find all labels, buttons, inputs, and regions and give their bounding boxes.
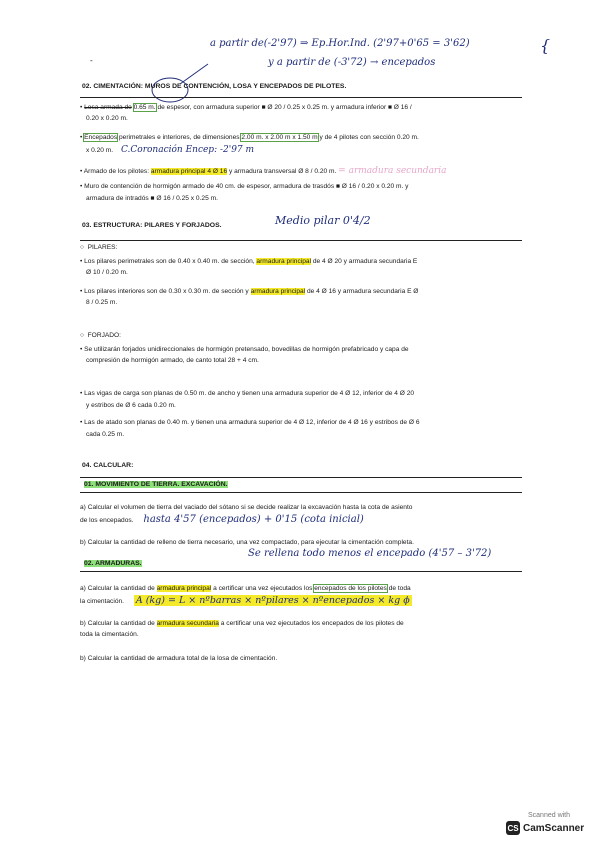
handwritten-calc-b: Se rellena todo menos el encepado (4'57 – 3'72) (248, 548, 492, 559)
text-vigas-atado: Las de atado son planas de 0.40 m. y tienen una armadura superior de 4 Ø 12, inferior de 4 Ø 16 y estribos de Ø 6 (84, 419, 420, 426)
question-b-armadura (80, 619, 404, 629)
handwritten-cotacion: C.Coronación Encep: -2'97 m (120, 145, 255, 155)
text-certificar: a certificar una vez ejecutados los (213, 585, 313, 592)
question-a-armadura (80, 584, 411, 594)
handwritten-formula: A (kg) = L × nºbarras × nºpilares × nºencepados × kg ϕ (135, 595, 410, 606)
bullet-pilares-perimetrales: • Los pilares perimetrales son de 0.40 x 0.40 m. de sección, armadura principal de 4 Ø 20 y armadura secundaria E (80, 258, 418, 265)
section-04-title: 04. CALCULAR: (82, 462, 134, 469)
text-encepados: de los encepados. (80, 517, 134, 524)
bullet-muro: • Muro de contención de hormigón armado de 40 cm. de espesor, armadura de trasdós ■ Ø 16 / 0.20 x 0.20 m. y (80, 183, 409, 190)
handwritten-calc-a: hasta 4'57 (encepados) + 0'15 (cota inicial) (143, 514, 364, 525)
text-pilotes: y de 4 pilotes con sección 0.20 m. (319, 134, 419, 141)
text-certificar: a certificar una vez ejecutados los encepados de los pilotes de (220, 620, 404, 627)
bullet-losa-cont: 0.20 x 0.20 m. (86, 115, 128, 122)
boxed-encepados: Encepados (84, 134, 118, 141)
text-armadura-transversal: y armadura transversal Ø 8 / 0.20 m. (228, 168, 337, 175)
text-calc: b) Calcular la cantidad de (80, 620, 155, 627)
divider (80, 492, 522, 493)
bullet-vigas-carga-cont: y estribos de Ø 6 cada 0.20 m. (86, 402, 176, 409)
section-02-title: 02. CIMENTACIÓN: MUROS DE CONTENCIÓN, LOSA Y ENCEPADOS DE PILOTES. (82, 83, 347, 90)
bullet-forjados: • Se utilizarán forjados unidireccionales de hormigón pretensado, bovedillas de hormigón prefabricado y capa de (80, 346, 409, 353)
subsection-02-title (80, 560, 146, 567)
pilares-title: PILARES: (87, 244, 118, 251)
stamp-scanned-text: Scanned with (527, 812, 571, 819)
text-armado-pilotes: Armado de los pilotes: (83, 168, 150, 175)
text-forjados: Se utilizarán forjados unidireccionales de hormigón pretensado, bovedillas de hormigón prefabricado y capa de (84, 346, 409, 353)
text-vigas-carga: Las vigas de carga son planas de 0.50 m. de ancho y tienen una armadura superior de 4 Ø 12, inferior de 4 Ø 20 (84, 390, 415, 397)
camscanner-watermark (506, 812, 592, 842)
camscanner-logo-icon: CS (506, 821, 520, 835)
text-secundaria: de 4 Ø 20 y armadura secundaria E (312, 258, 418, 265)
text-secundaria: de 4 Ø 16 y armadura secundaria E Ø (307, 288, 419, 295)
bullet-pilotes: • Armado de los pilotes: armadura principal 4 Ø 16 y armadura transversal Ø 8 / 0.20 m. = armadura secundaria (80, 166, 447, 176)
text-losa-rest: de espesor, con armadura superior ■ Ø 20 / 0.25 x 0.25 m. y armadura inferior ■ Ø 16 / (157, 104, 412, 111)
text-interiores: Los pilares interiores son de 0.30 x 0.30 m. de sección y (84, 288, 249, 295)
bullet-interiores-cont: 8 / 0.25 m. (86, 299, 118, 306)
bullet-vigas-carga: • Las vigas de carga son planas de 0.50 m. de ancho y tienen una armadura superior de 4 Ø 12, inferior de 4 Ø 20 (80, 390, 415, 397)
question-b-armadura-cont: toda la cimentación. (80, 631, 139, 638)
boxed-dimensions: 2.00 m. x 2.00 m x 1.50 m (241, 134, 318, 141)
text-seccion: x 0.20 m. (86, 147, 114, 154)
handwritten-armadura-secundaria: = armadura secundaria (338, 166, 447, 176)
forjado-heading: ○ FORJADO: (80, 332, 121, 339)
subsection-01-label: 01. MOVIMIENTO DE TIERRA. EXCAVACIÓN. (84, 481, 228, 488)
text-cimentacion: la cimentación. (80, 598, 124, 605)
pilares-heading: ○ PILARES: (80, 244, 118, 251)
highlight-armadura-principal: armadura principal (156, 585, 212, 592)
forjado-title: FORJADO: (87, 332, 121, 339)
divider (80, 97, 522, 98)
text-toda: de toda (388, 585, 411, 592)
question-b-losa: b) Calcular la cantidad de armadura total de la losa de cimentación. (80, 655, 278, 662)
question-a-armadura-cont (80, 596, 412, 607)
divider (80, 571, 522, 572)
section-03-title: 03. ESTRUCTURA: PILARES Y FORJADOS. (82, 222, 222, 229)
text-encepados: perimetrales e interiores, de dimensiones (118, 134, 240, 141)
bullet-perimetrales-cont: Ø 10 / 0.20 m. (86, 269, 128, 276)
divider (80, 477, 522, 478)
bullet-forjados-cont: compresión de hormigón armado, de canto total 28 + 4 cm. (86, 357, 259, 364)
bullet-vigas-atado-cont: cada 0.25 m. (86, 431, 125, 438)
highlight-armadura-principal: armadura principal 4 Ø 16 (150, 168, 228, 175)
text-losa: Losa armada de (84, 104, 132, 111)
subsection-01-title (80, 481, 232, 488)
text-perimetrales: Los pilares perimetrales son de 0.40 x 0.40 m. de sección, (84, 258, 255, 265)
highlight-armadura-secundaria: armadura secundaria (156, 620, 219, 627)
bullet-pilares-interiores: • Los pilares interiores son de 0.30 x 0.30 m. de sección y armadura principal de 4 Ø 16 y armadura secundaria E Ø (80, 288, 419, 295)
pen-dot: - (90, 56, 93, 65)
bullet-losa: • Losa armada de 0.65 m. de espesor, con armadura superior ■ Ø 20 / 0.25 x 0.25 m. y armadura inferior ■ Ø 16 / (80, 104, 412, 111)
subsection-02-label: 02. ARMADURAS. (84, 560, 142, 567)
bullet-vigas-atado: • Las de atado son planas de 0.40 m. y tienen una armadura superior de 4 Ø 12, inferior de 4 Ø 16 y estribos de Ø 6 (80, 419, 420, 426)
bullet-muro-cont: armadura de intradós ■ Ø 16 / 0.25 x 0.25 m. (86, 195, 218, 202)
divider (80, 240, 522, 241)
bullet-encepados: • Encepados perimetrales e interiores, de dimensiones 2.00 m. x 2.00 m x 1.50 m y de 4 pilotes con sección 0.20 m. (80, 134, 419, 141)
handwritten-note-top-1: a partir de(-2'97) ⇒ Ep.Hor.Ind. (2'97+0'65 = 3'62) (210, 38, 470, 49)
handwritten-brace: { (540, 36, 551, 55)
question-b-relleno: b) Calcular la cantidad de relleno de tierra necesario, una vez compactado, para ejecutar la cimentación completa. (80, 539, 414, 546)
boxed-encepados-pilotes: encepados de los pilotes (314, 585, 387, 592)
boxed-0-65: 0.65 m. (133, 104, 156, 111)
camscanner-brand: CamScanner (523, 822, 585, 834)
bullet-encepados-cont (86, 145, 254, 156)
text-calc: a) Calcular la cantidad de (80, 585, 155, 592)
handwritten-medio-pilar: Medio pilar 0'4/2 (275, 214, 371, 227)
question-a-cont (80, 515, 364, 526)
text-muro: Muro de contención de hormigón armado de 40 cm. de espesor, armadura de trasdós ■ Ø 16 / 0.20 x 0.20 m. y (84, 183, 409, 190)
question-a-excavacion: a) Calcular el volumen de tierra del vaciado del sótano si se decide realizar la excavación hasta la cota de asiento (80, 504, 413, 511)
highlight-armadura-principal: armadura principal (250, 288, 306, 295)
handwritten-note-top-2: y a partir de (-3'72) → encepados (268, 57, 436, 68)
highlight-armadura-principal: armadura principal (256, 258, 312, 265)
